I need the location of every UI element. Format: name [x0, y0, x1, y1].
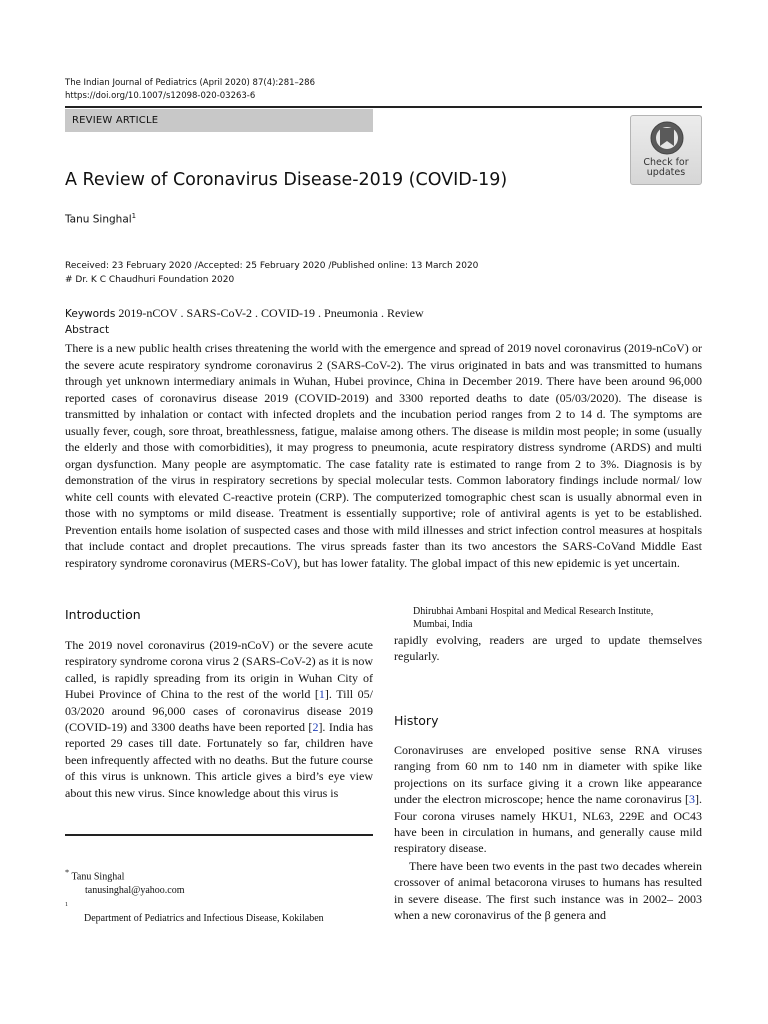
corresponding-mark: *: [65, 868, 70, 877]
footnote-rule: [65, 834, 373, 836]
affiliation-footnote: [65, 902, 324, 924]
abstract-heading: Abstract: [65, 324, 110, 336]
copyright-line: # Dr. K C Chaudhuri Foundation 2020: [65, 275, 235, 285]
keywords-text: 2019-nCOV . SARS-CoV-2 . COVID-19 . Pneumonia . Review: [115, 306, 424, 320]
check-for-updates-button[interactable]: [630, 115, 702, 185]
article-title: A Review of Coronavirus Disease-2019 (COVID-19): [65, 170, 508, 190]
history-heading: History: [394, 713, 439, 728]
corresponding-name: Tanu Singhal: [71, 871, 125, 883]
affiliation-continuation: [413, 605, 653, 631]
citation-link-1[interactable]: 1: [318, 687, 325, 702]
author-affil-mark: 1: [131, 212, 137, 220]
corresponding-author-footnote: [65, 866, 184, 898]
introduction-paragraph: [65, 637, 373, 801]
history-text-1: Coronaviruses are enveloped positive sense RNA viruses ranging from 60 nm to 140 nm in diameter with spike like projections on its surface giving it a crown like appearance under the electron microscope; hence the name coronavirus [: [394, 743, 702, 807]
introduction-continuation: rapidly evolving, readers are urged to update themselves regularly.: [394, 633, 702, 664]
affiliation-line-1: Department of Pediatrics and Infectious Disease, Kokilaben: [84, 913, 324, 924]
affiliation-line-2: Dhirubhai Ambani Hospital and Medical Research Institute,: [413, 606, 654, 617]
citation-link-2[interactable]: 2: [312, 720, 319, 735]
affiliation-mark: 1: [65, 902, 68, 908]
keywords-line: [65, 306, 424, 321]
header-rule: [65, 106, 702, 108]
intro-text-2: ]. Till 05/ 03/2020 around 96,000 cases of coronavirus disease 2019 (COVID-19) and 3300 deaths have been reported [: [65, 687, 373, 735]
author-line: [65, 212, 136, 226]
abstract-text: There is a new public health crises threatening the world with the emergence and spread of 2019 novel coronavirus (2019-nCoV) or the severe acute respiratory syndrome coronavirus 2 (SARS-CoV-2). The virus originated in bats and was transmitted to humans through yet unknown intermediary animals in Wuhan, Hubei province, China in December 2019. There have been around 96,000 reported cases of coronavirus disease 2019 (COVID-2019) and 3300 reported deaths to date (05/03/2020). The disease is transmitted by inhalation or contact with infected droplets and the incubation period ranges from 2 to 14 d. The symptoms are usually fever, cough, sore throat, breathlessness, fatigue, malaise among others. The disease is mildin most people; in some (usually the elderly and those with comorbidities), it may progress to pneumonia, acute respiratory distress syndrome (ARDS) and multi organ dysfunction. Many people are asymptomatic. The case fatality rate is estimated to range from 2 to 3%. Diagnosis is by demonstration of the virus in respiratory secretions by special molecular tests. Common laboratory findings include normal/ low white cell counts with elevated C-reactive protein (CRP). The computerized tomographic chest scan is usually abnormal even in those with no symptoms or mild disease. Treatment is essentially supportive; role of antiviral agents is yet to be established. Prevention entails home isolation of suspected cases and those with mild illnesses and strict infection control measures at hospitals that include contact and droplet precautions. The virus spreads faster than its two ancestors the SARS-CoVand Middle East respiratory syndrome coronavirus (MERS-CoV), but has lower fatality. The global impact of this new epidemic is yet uncertain.: [65, 341, 702, 570]
history-text-2: ]. Four corona viruses namely HKU1, NL63, 229E and OC43 have been in circulation in humans, and generally cause mild respiratory disease.: [394, 792, 702, 856]
citation-link-3[interactable]: 3: [689, 792, 695, 807]
journal-citation: [65, 77, 315, 103]
publication-dates: [65, 259, 478, 287]
check-for-updates-label: [631, 158, 701, 178]
history-paragraph-2: There have been two events in the past two decades wherein crossover of animal betacorona viruses to humans has resulted in severe disease. The first such instance was in 2002– 2003 when a new coronavirus of the β genera and: [394, 859, 702, 923]
article-type-badge: [65, 109, 373, 132]
date-history: Received: 23 February 2020 /Accepted: 25 February 2020 /Published online: 13 March 2020: [65, 261, 479, 271]
intro-text-3: ]. India has reported 29 cases till date. Fortunately so far, children have been infrequently affected with no deaths. But the future course of this virus is unknown. This article gives a bird’s eye view about this new virus. Since knowledge about this virus is: [65, 720, 373, 800]
check-updates-line1: Check for: [643, 157, 689, 168]
check-updates-line2: updates: [646, 167, 686, 178]
journal-line: The Indian Journal of Pediatrics (April 2020) 87(4):281–286: [65, 78, 315, 88]
affiliation-line-3: Mumbai, India: [413, 619, 473, 630]
author-name[interactable]: Tanu Singhal: [65, 213, 132, 226]
history-paragraph-1: [394, 742, 702, 857]
article-type-label: REVIEW ARTICLE: [72, 115, 159, 126]
bookmark-ring-icon: [647, 120, 687, 158]
keywords-label: Keywords: [65, 308, 116, 320]
author-email[interactable]: tanusinghal@yahoo.com: [85, 885, 185, 897]
intro-text-1: The 2019 novel coronavirus (2019-nCoV) or the severe acute respiratory syndrome corona virus 2 (SARS-CoV-2) as it is now called, is rapidly spreading from its origin in Wuhan City of Hubei Province of China to the rest of the world [: [65, 638, 373, 702]
doi-link[interactable]: https://doi.org/10.1007/s12098-020-03263-6: [65, 91, 256, 101]
introduction-heading: Introduction: [65, 607, 141, 622]
